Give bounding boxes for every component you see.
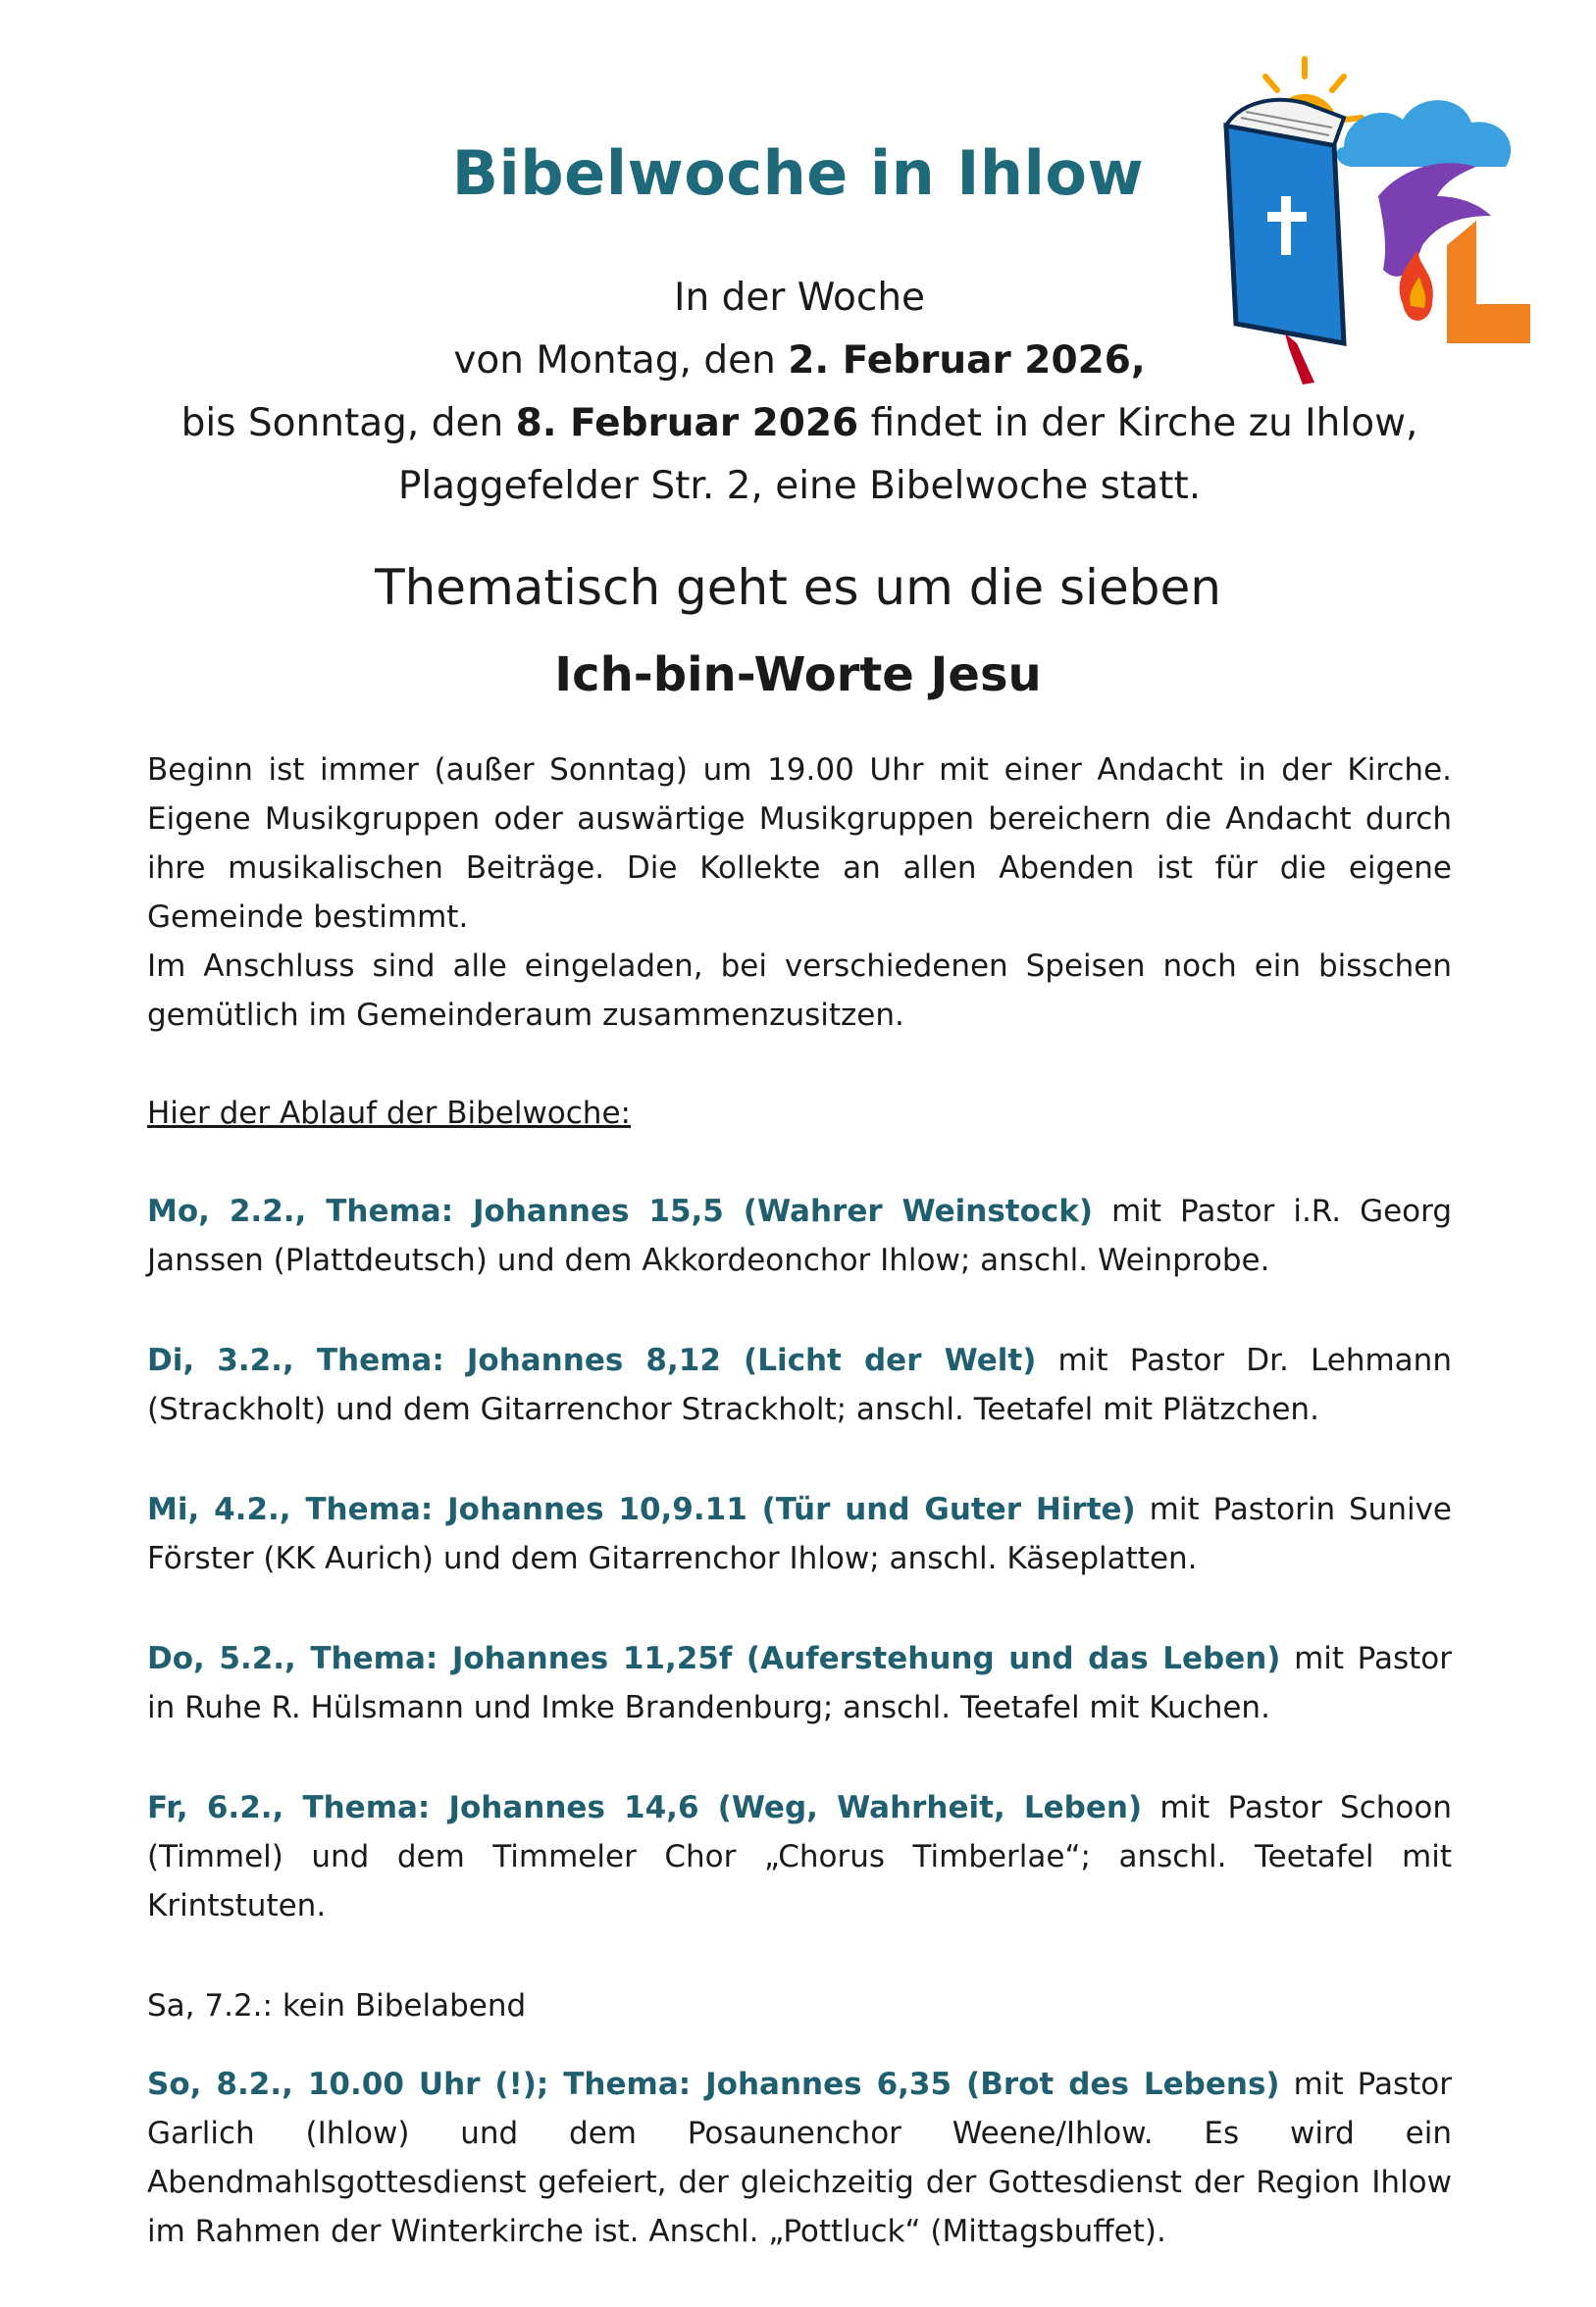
entry-highlight: Fr, 6.2., Thema: Johannes 14,6 (Weg, Wahrheit, Leben) [147, 1790, 1143, 1825]
intro-line-2-text: von Montag, den [453, 338, 789, 383]
intro-line-3-text: bis Sonntag, den [180, 401, 516, 445]
entry-highlight: Di, 3.2., Thema: Johannes 8,12 (Licht der Welt) [147, 1343, 1037, 1378]
schedule-entry-sunday [147, 2060, 1452, 2256]
entry-text: mit Pastor in Ruhe R. Hülsmann und Imke Brandenburg; anschl. Teetafel mit Kuchen. [147, 1641, 1452, 1725]
document-body [147, 745, 1452, 2307]
entry-highlight: Mo, 2.2., Thema: Johannes 15,5 (Wahrer Weinstock) [147, 1194, 1094, 1229]
intro-text [147, 267, 1452, 518]
intro-line-3-rest: findet in der Kirche zu Ihlow, [858, 401, 1418, 445]
theme-line-1: Thematisch geht es um die sieben [375, 559, 1221, 616]
paragraph-intro: Beginn ist immer (außer Sonntag) um 19.00 Uhr mit einer Andacht in der Kirche. Eigene Musikgruppen oder auswärtige Musikgruppen bereichern die Andacht durch ihre musikalischen Beiträge. Die Kollekte an allen Abenden ist für die eigene Gemeinde bestimmt. [147, 752, 1452, 935]
schedule-entry-thursday [147, 1634, 1452, 1732]
start-date: 2. Februar 2026, [788, 338, 1146, 383]
entry-text: mit Pastorin Sunive Förster (KK Aurich) und dem Gitarrenchor Ihlow; anschl. Käseplatten. [147, 1492, 1452, 1576]
page-title: Bibelwoche in Ihlow [451, 137, 1145, 209]
entry-highlight: Mi, 4.2., Thema: Johannes 10,9.11 (Tür und Guter Hirte) [147, 1492, 1136, 1527]
entry-text: mit Pastor Garlich (Ihlow) und dem Posaunenchor Weene/Ihlow. Es wird ein Abendmahlsgottesdienst gefeiert, der gleichzeitig der Gottesdienst der Region Ihlow im Rahmen der Winterkirche ist. Anschl. „Pottluck“ (Mittagsbuffet). [147, 2067, 1452, 2249]
entry-highlight: Do, 5.2., Thema: Johannes 11,25f (Auferstehung und das Leben) [147, 1641, 1281, 1676]
schedule-entry-friday [147, 1783, 1452, 1930]
entry-text: mit Pastor i.R. Georg Janssen (Plattdeutsch) und dem Akkordeonchor Ihlow; anschl. Weinprobe. [147, 1194, 1453, 1278]
entry-text: mit Pastor Schoon (Timmel) und dem Timmeler Chor „Chorus Timberlae“; anschl. Teetafel mit Krintstuten. [147, 1790, 1452, 1923]
intro-line-4: Plaggefelder Str. 2, eine Bibelwoche statt. [397, 464, 1202, 508]
schedule-heading: Hier der Ablauf der Bibelwoche: [147, 1096, 631, 1131]
theme-line-2: Ich-bin-Worte Jesu [554, 647, 1042, 702]
entry-text: mit Pastor Dr. Lehmann (Strackholt) und dem Gitarrenchor Strackholt; anschl. Teetafel mit Plätzchen. [147, 1343, 1452, 1427]
schedule-entry-tuesday [147, 1336, 1452, 1434]
schedule-entry-saturday: Sa, 7.2.: kein Bibelabend [147, 1988, 527, 2024]
intro-line-3 [147, 392, 1452, 455]
intro-line-1: In der Woche [673, 276, 926, 320]
intro-line-2 [147, 330, 1452, 392]
end-date: 8. Februar 2026 [515, 401, 859, 445]
schedule-entry-wednesday [147, 1485, 1452, 1583]
paragraph-invitation: Im Anschluss sind alle eingeladen, bei verschiedenen Speisen noch ein bisschen gemütlich im Gemeinderaum zusammenzusitzen. [147, 948, 1452, 1033]
schedule-entry-monday [147, 1187, 1452, 1285]
entry-highlight: So, 8.2., 10.00 Uhr (!); Thema: Johannes 6,35 (Brot des Lebens) [147, 2067, 1280, 2102]
